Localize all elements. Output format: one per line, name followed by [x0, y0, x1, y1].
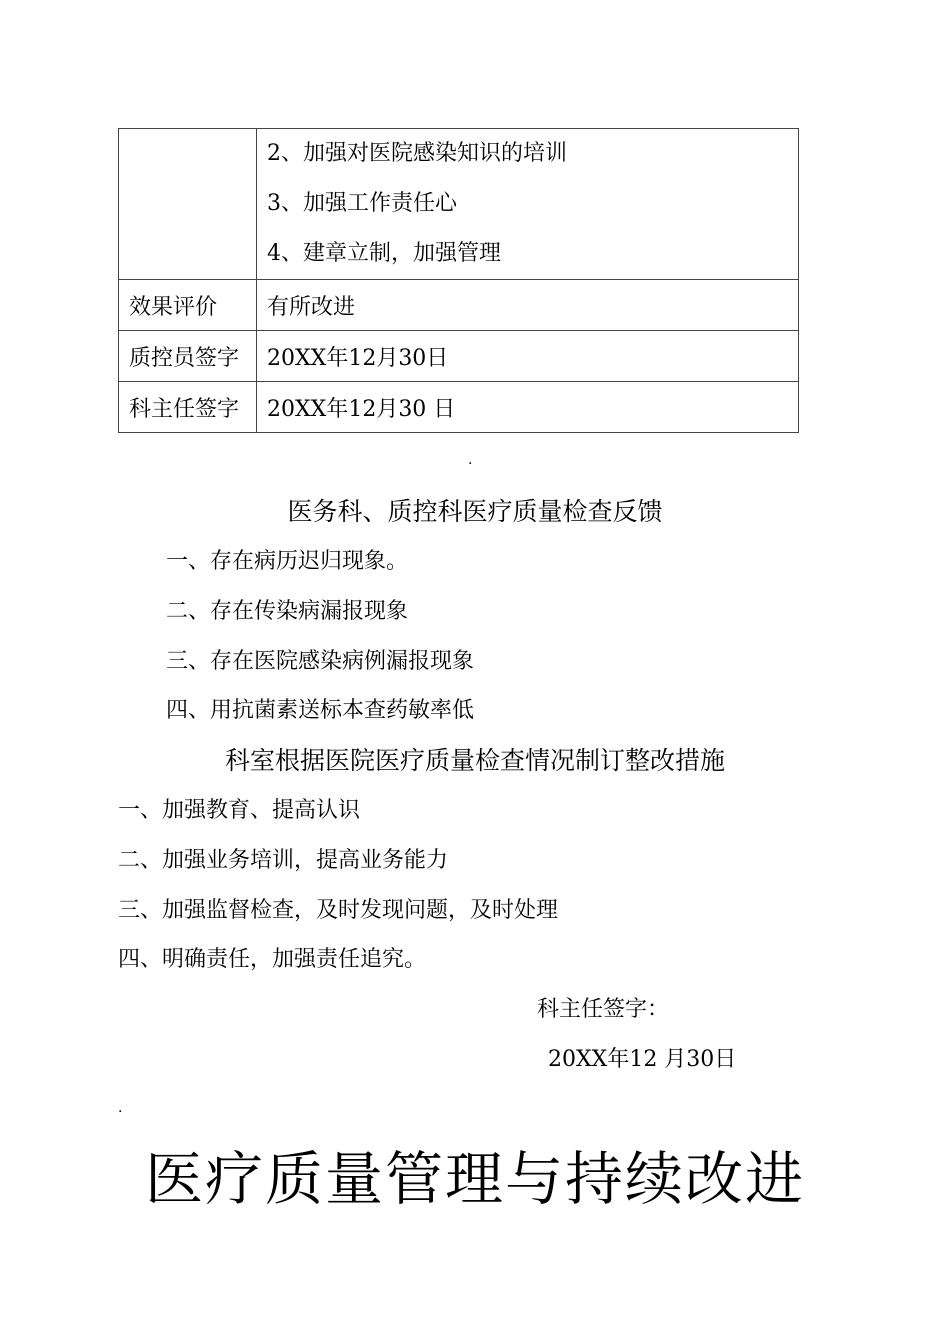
- director-signature-label: 科主任签字: [119, 382, 257, 433]
- quality-table: [118, 128, 799, 433]
- rectification-item: 一、加强教育、提高认识: [118, 798, 361, 823]
- rectification-item: 二、加强业务培训，提高业务能力: [118, 848, 449, 873]
- rectification-title: 科室根据医院医疗质量检查情况制订整改措施: [224, 746, 725, 775]
- feedback-item: 一、存在病历迟归现象。: [166, 549, 409, 574]
- feedback-item: 三、存在医院感染病例漏报现象: [166, 649, 475, 674]
- feedback-item: 四、用抗菌素送标本查药敏率低: [166, 698, 475, 723]
- measure-item: 4、建章立制，加强管理: [267, 241, 501, 266]
- effect-row: [119, 280, 799, 331]
- director-signature-row: [119, 382, 799, 433]
- director-signature-date: 20XX年12月30 日: [257, 382, 799, 433]
- separator-dot: .: [468, 452, 473, 468]
- feedback-item: 二、存在传染病漏报现象: [166, 599, 409, 624]
- qc-signature-date: 20XX年12月30日: [257, 331, 799, 382]
- separator-dot-2: .: [118, 1100, 123, 1116]
- signature-label: 科主任签字：: [537, 997, 670, 1022]
- measures-label-cell: [119, 129, 257, 280]
- feedback-title: 医务科、质控科医疗质量检查反馈: [287, 497, 663, 526]
- qc-signature-row: [119, 331, 799, 382]
- effect-value: 有所改进: [257, 280, 799, 331]
- rectification-item: 四、明确责任，加强责任追究。: [118, 947, 427, 972]
- measures-cell: [257, 129, 799, 280]
- rectification-item: 三、加强监督检查，及时发现问题，及时处理: [118, 898, 559, 923]
- measures-row: [119, 129, 799, 280]
- qc-signature-label: 质控员签字: [119, 331, 257, 382]
- measure-item: 3、加强工作责任心: [267, 191, 457, 216]
- big-title: 医疗质量管理与持续改进: [144, 1145, 805, 1213]
- signature-date: 20XX年12 月30日: [548, 1047, 737, 1072]
- measure-item: 2、加强对医院感染知识的培训: [267, 141, 567, 166]
- effect-label: 效果评价: [119, 280, 257, 331]
